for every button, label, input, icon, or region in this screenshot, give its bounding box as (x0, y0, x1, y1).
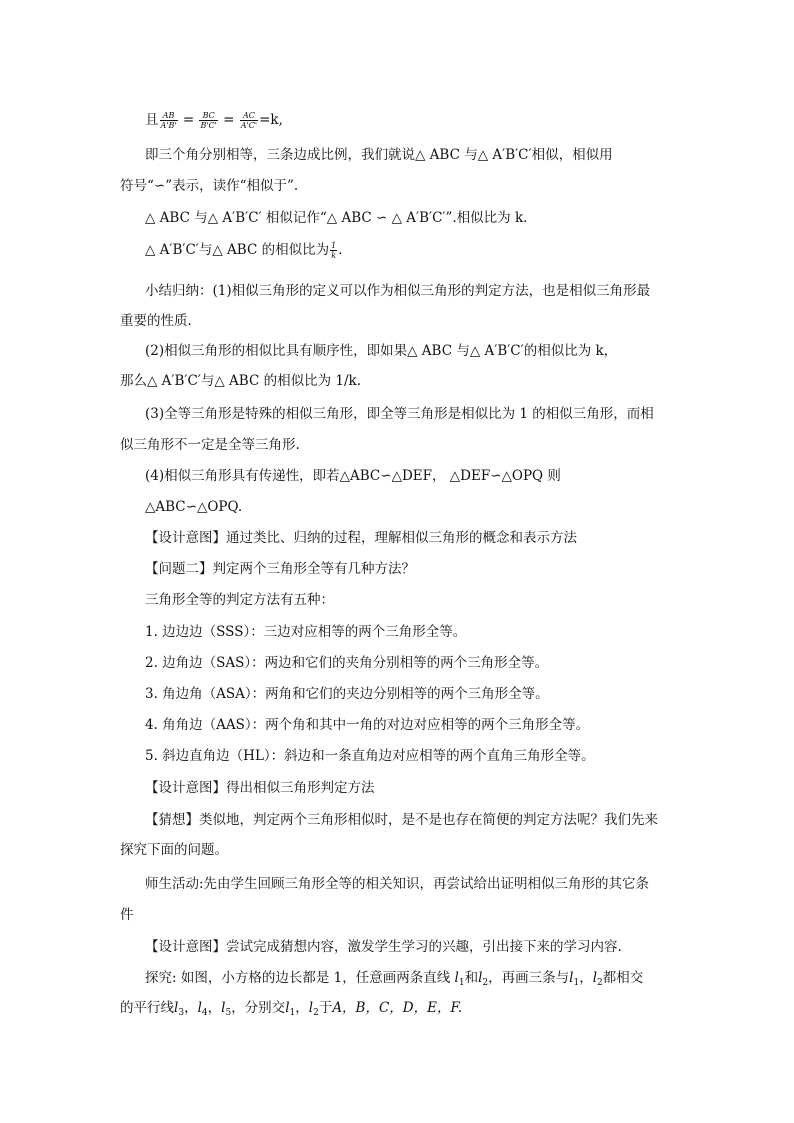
congruence-intro: 三角形全等的判定方法有五种： (145, 592, 334, 608)
list-item: 5. 斜边直角边（HL）：斜边和一条直角边对应相等的两个直角三角形全等。 (145, 748, 595, 764)
fraction-ac: $\frac{AC}{A'C'}$ (240, 111, 258, 130)
paragraph-definition-cont: 符号“∽”表示，读作“相似于”. (120, 178, 299, 194)
fraction-ab: $\frac{AB}{A'B'}$ (160, 111, 177, 130)
paragraph-ratio: △ A′B′C′与△ ABC 的相似比为 $\frac{1}{k}$ . (145, 241, 343, 260)
fraction-bc: $\frac{BC}{B'C'}$ (200, 111, 217, 130)
exploration: 探究: 如图，小方格的边长都是 1，任意画两条直线 $l_1$和$l_2$，再画三条与$l_1$，$l_2$都相交 (145, 970, 644, 988)
list-item: 2. 边角边（SAS）：两边和它们的夹角分别相等的两个三角形全等。 (145, 655, 549, 671)
design-intent-1: 【设计意图】通过类比、归纳的过程，理解相似三角形的概念和表示方法 (145, 530, 577, 546)
list-item: 3. 角边角（ASA）：两角和它们的夹边分别相等的两个三角形全等。 (145, 686, 549, 702)
paragraph-notation: △ ABC 与△ A′B′C′ 相似记作“△ ABC ∽ △ A′B′C′”.相似比为 k. (145, 210, 528, 226)
ratio-line: 且 $\frac{AB}{A'B'}$ = $\frac{BC}{B'C'}$ = $\frac{AC}{A'C'}$ =k, (145, 111, 283, 130)
conjecture-cont: 探究下面的问题。 (120, 842, 228, 858)
exploration-cont: 的平行线$l_3$，$l_4$，$l_5$，分别交$l_1$，$l_2$于A，B，C，D，E，F. (120, 1000, 463, 1018)
summary-2-cont: 那么△ A′B′C′与△ ABC 的相似比为 1/k. (120, 373, 361, 389)
design-intent-2: 【设计意图】得出相似三角形判定方法 (145, 780, 375, 796)
teacher-student-activity-cont: 件 (120, 907, 134, 923)
fraction-one-over-k: $\frac{1}{k}$ (331, 241, 337, 260)
conjecture: 【猜想】类似地，判定两个三角形相似时，是不是也存在简便的判定方法呢？我们先来 (145, 812, 658, 828)
summary-1: 小结归纳：(1)相似三角形的定义可以作为相似三角形的判定方法，也是相似三角形最 (145, 283, 651, 299)
summary-3-cont: 似三角形不一定是全等三角形. (120, 437, 300, 453)
summary-2: (2)相似三角形的相似比具有顺序性，即如果△ ABC 与△ A′B′C′的相似比为 k， (145, 343, 618, 359)
summary-3: (3)全等三角形是特殊的相似三角形，即全等三角形是相似比为 1 的相似三角形，而相 (145, 406, 654, 422)
summary-4-cont: △ABC∽△OPQ. (145, 499, 243, 515)
list-item: 4. 角角边（AAS）：两个角和其中一角的对边对应相等的两个三角形全等。 (145, 717, 590, 733)
question-two: 【问题二】判定两个三角形全等有几种方法？ (145, 561, 415, 577)
summary-1-cont: 重要的性质. (120, 313, 192, 329)
paragraph-definition: 即三个角分别相等，三条边成比例，我们就说△ ABC 与△ A′B′C′相似，相似用 (145, 147, 613, 163)
teacher-student-activity: 师生活动:先由学生回顾三角形全等的相关知识，再尝试给出证明相似三角形的其它条 (145, 876, 650, 892)
list-item: 1. 边边边（SSS）：三边对应相等的两个三角形全等。 (145, 624, 467, 640)
summary-4: (4)相似三角形具有传递性，即若△ABC∽△DEF， △DEF∽△OPQ 则 (145, 468, 561, 484)
design-intent-3: 【设计意图】尝试完成猜想内容，激发学生学习的兴趣，引出接下来的学习内容. (145, 939, 622, 955)
